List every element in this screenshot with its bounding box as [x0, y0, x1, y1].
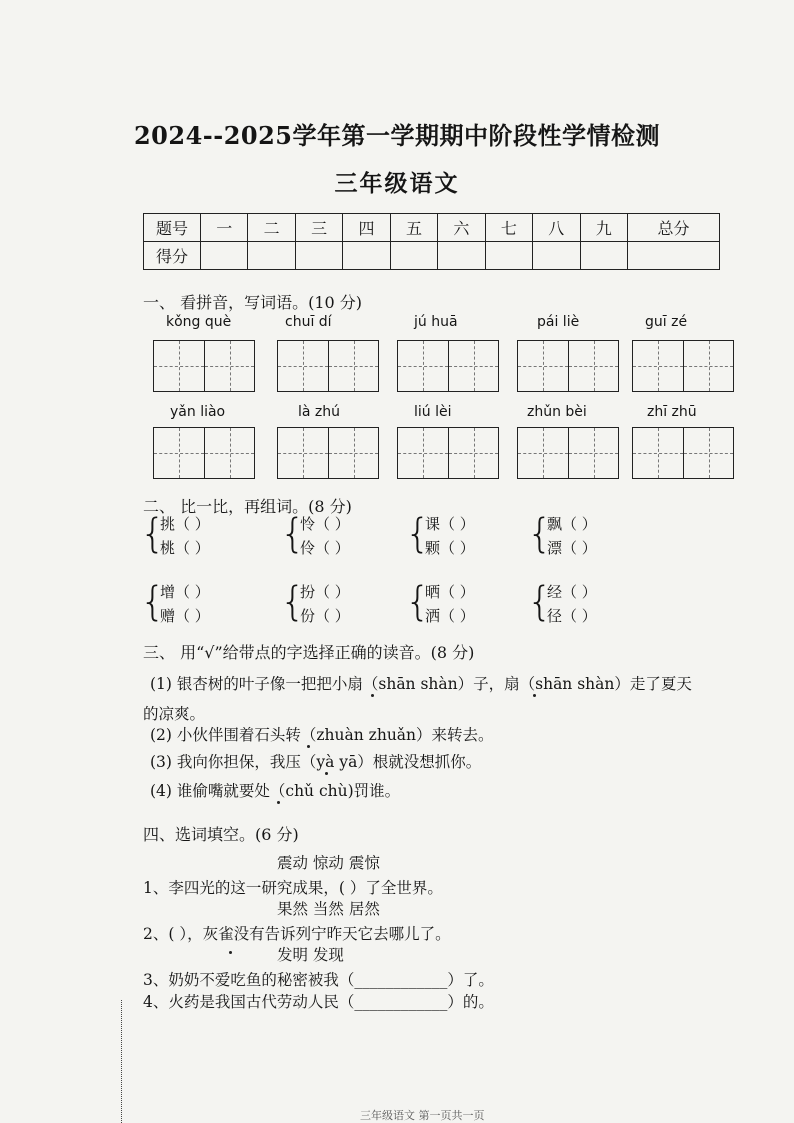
emphasis-dot [277, 801, 280, 804]
score-cell[interactable] [580, 242, 627, 270]
pinyin-label: zhī zhū [647, 404, 697, 420]
brace-icon: { [527, 511, 553, 557]
question-line: 的凉爽。 [143, 705, 206, 723]
fill-question: 3、奶奶不爱吃鱼的秘密被我（____________）了。 [143, 971, 494, 989]
char-pair [160, 580, 210, 628]
brace-icon: { [140, 511, 166, 557]
emphasis-dot [325, 772, 328, 775]
char-pair [425, 580, 475, 628]
char-pair [547, 580, 597, 628]
char-pair-item: 伶（ ） [300, 539, 350, 557]
writing-grid[interactable] [517, 340, 619, 392]
char-pair-item: 挑（ ） [160, 515, 210, 533]
emphasis-dot [307, 745, 310, 748]
char-pair-item: 颗（ ） [425, 539, 475, 557]
pinyin-label: chuī dí [285, 314, 332, 330]
char-pair-item: 份（ ） [300, 607, 350, 625]
pinyin-label: guī zé [645, 314, 688, 330]
char-pair-item: 漂（ ） [547, 539, 597, 557]
char-pair [300, 580, 350, 628]
brace-icon: { [280, 579, 306, 625]
question-line: (4) 谁偷嘴就要处（chǔ chù)罚谁。 [150, 782, 401, 800]
char-pair-item: 课（ ） [425, 515, 475, 533]
char-pair [300, 512, 350, 560]
writing-grid[interactable] [632, 340, 734, 392]
char-pair-item: 经（ ） [547, 583, 597, 601]
score-table [143, 213, 720, 270]
writing-grid[interactable] [153, 340, 255, 392]
pinyin-label: liú lèi [414, 404, 452, 420]
score-cell[interactable] [533, 242, 580, 270]
score-cell[interactable] [390, 242, 437, 270]
col-header: 六 [438, 214, 485, 242]
col-header: 四 [343, 214, 390, 242]
section1-heading: 一、 看拼音，写词语。(10 分) [143, 293, 363, 312]
brace-icon: { [405, 511, 431, 557]
question-line: (2) 小伙伴围着石头转（zhuàn zhuǎn）来转去。 [150, 726, 494, 744]
col-header: 五 [390, 214, 437, 242]
char-pair [547, 512, 597, 560]
pinyin-label: zhǔn bèi [527, 404, 587, 420]
char-pair-item: 怜（ ） [300, 515, 350, 533]
word-choices: 震动 惊动 震惊 [277, 854, 380, 872]
fill-question: 4、火药是我国古代劳动人民（____________）的。 [143, 993, 494, 1011]
char-pair-item: 桃（ ） [160, 539, 210, 557]
writing-grid[interactable] [397, 427, 499, 479]
word-choices: 发明 发现 [277, 946, 344, 964]
col-header: 八 [533, 214, 580, 242]
brace-icon: { [527, 579, 553, 625]
question-line: (3) 我向你担保，我压（yà yā）根就没想抓你。 [150, 753, 482, 771]
col-header: 九 [580, 214, 627, 242]
score-table-header-row [144, 214, 720, 242]
col-header: 三 [295, 214, 342, 242]
char-pair-item: 增（ ） [160, 583, 210, 601]
question-line: (1) 银杏树的叶子像一把把小扇（shān shàn）子，扇（shān shàn）走了夏天 [150, 675, 692, 693]
fill-question: 1、李四光的这一研究成果，( ）了全世界。 [143, 879, 443, 897]
fill-question: 2、( ），灰雀没有告诉列宁昨天它去哪儿了。 [143, 925, 451, 943]
char-pair [425, 512, 475, 560]
score-cell[interactable] [248, 242, 295, 270]
score-cell[interactable] [201, 242, 248, 270]
score-table-score-row [144, 242, 720, 270]
brace-icon: { [140, 579, 166, 625]
char-pair-item: 赠（ ） [160, 607, 210, 625]
writing-grid[interactable] [632, 427, 734, 479]
col-header: 七 [485, 214, 532, 242]
word-choices: 果然 当然 居然 [277, 900, 380, 918]
char-pair-item: 径（ ） [547, 607, 597, 625]
col-header: 二 [248, 214, 295, 242]
score-cell-total[interactable] [627, 242, 719, 270]
row-label-score: 得分 [144, 242, 201, 270]
writing-grid[interactable] [153, 427, 255, 479]
writing-grid[interactable] [277, 340, 379, 392]
emphasis-dot [229, 951, 232, 954]
emphasis-dot [371, 694, 374, 697]
writing-grid[interactable] [277, 427, 379, 479]
exam-subtitle: 三年级语文 [334, 170, 460, 197]
section2-heading: 二、 比一比，再组词。(8 分) [143, 497, 352, 516]
pinyin-label: jú huā [414, 314, 458, 330]
score-cell[interactable] [295, 242, 342, 270]
char-pair [160, 512, 210, 560]
writing-grid[interactable] [397, 340, 499, 392]
col-header-total: 总分 [627, 214, 719, 242]
char-pair-item: 飘（ ） [547, 515, 597, 533]
char-pair-item: 晒（ ） [425, 583, 475, 601]
brace-icon: { [280, 511, 306, 557]
emphasis-dot [533, 694, 536, 697]
pinyin-label: pái liè [537, 314, 580, 330]
row-label-number: 题号 [144, 214, 201, 242]
writing-grid[interactable] [517, 427, 619, 479]
section3-heading: 三、 用“√”给带点的字选择正确的读音。(8 分) [143, 643, 475, 662]
char-pair-item: 扮（ ） [300, 583, 350, 601]
col-header: 一 [201, 214, 248, 242]
score-cell[interactable] [438, 242, 485, 270]
section4-heading: 四、选词填空。(6 分) [143, 825, 299, 844]
pinyin-label: yǎn liào [170, 404, 226, 420]
pinyin-label: kǒng què [166, 314, 232, 330]
binding-margin-line [121, 1000, 122, 1123]
exam-title: 2024--2025学年第一学期期中阶段性学情检测 [133, 121, 660, 150]
score-cell[interactable] [343, 242, 390, 270]
score-cell[interactable] [485, 242, 532, 270]
char-pair-item: 洒（ ） [425, 607, 475, 625]
page-footer: 三年级语文 第一页共一页 [360, 1109, 485, 1122]
pinyin-label: là zhú [298, 404, 341, 420]
brace-icon: { [405, 579, 431, 625]
